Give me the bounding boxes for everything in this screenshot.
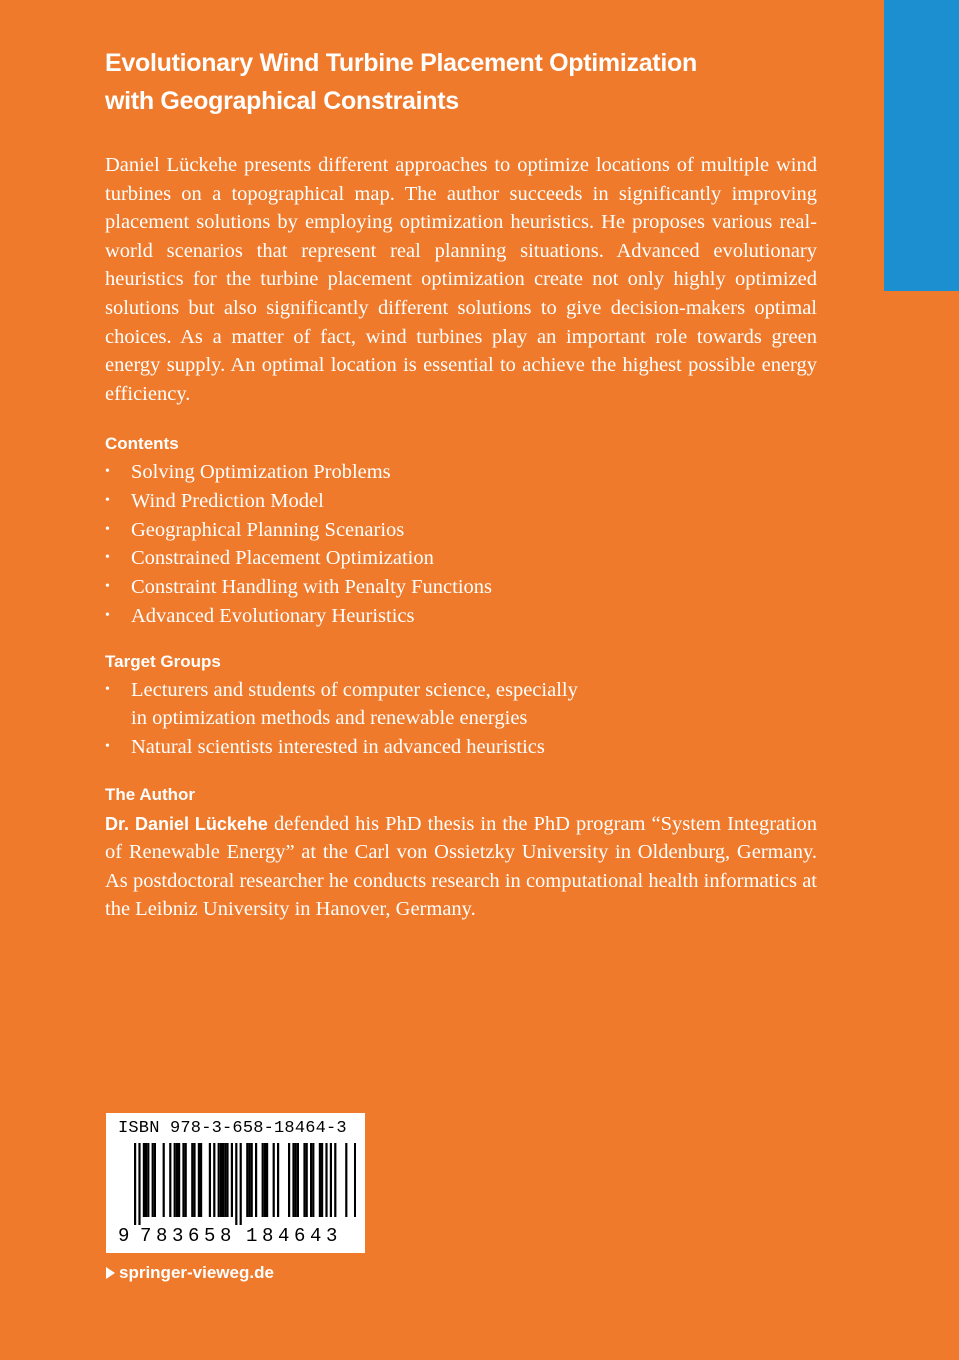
barcode-bar (169, 1143, 171, 1217)
barcode-bar (191, 1143, 193, 1217)
barcode-bar (295, 1143, 297, 1217)
barcode-bar (154, 1143, 156, 1217)
barcode-bar (310, 1143, 312, 1217)
barcode-digit: 3 (326, 1225, 338, 1247)
publisher-link-label: springer-vieweg.de (119, 1263, 274, 1282)
isbn-barcode (106, 1113, 365, 1253)
bullet-icon: • (105, 738, 110, 754)
accent-tab (884, 0, 959, 291)
barcode-bars (116, 1143, 356, 1225)
barcode-bar (321, 1143, 323, 1217)
contents-list (105, 458, 817, 630)
barcode-bar (262, 1143, 264, 1217)
barcode-digit: 6 (188, 1225, 200, 1247)
barcode-bar (248, 1143, 250, 1217)
barcode-digit: 8 (220, 1225, 232, 1247)
barcode-bar (292, 1143, 294, 1217)
list-item: • Lecturers and students of computer science, especially in optimization methods and renewable energies (105, 676, 817, 733)
back-cover-content (105, 44, 817, 945)
barcode-digit: 7 (140, 1225, 152, 1247)
contents-heading: Contents (105, 434, 179, 454)
title-line-2: with Geographical Constraints (105, 87, 459, 115)
barcode-bar (152, 1143, 154, 1217)
barcode-bar (277, 1143, 279, 1217)
barcode-bar (218, 1143, 220, 1217)
barcode-bar (273, 1143, 275, 1217)
barcode-bar (198, 1143, 200, 1217)
barcode-bar (334, 1143, 336, 1217)
barcode-bar (224, 1143, 226, 1217)
barcode-digit: 9 (118, 1225, 130, 1247)
barcode-bar (231, 1143, 233, 1217)
barcode-bar (143, 1143, 145, 1217)
list-item: • Constraint Handling with Penalty Functions (105, 573, 817, 602)
barcode-bar (145, 1143, 147, 1217)
barcode-digit: 6 (294, 1225, 306, 1247)
barcode-bar (200, 1143, 202, 1217)
barcode-bar (134, 1143, 136, 1225)
book-description: Daniel Lückehe presents different approaches to optimize locations of multiple wind turbines on a topographical map. The author succeeds in significantly improving placement solutions by employing optimization heuristics. He proposes various real-world scenarios that represent real planning situations. Advanced evolutionary heuristics for the turbine placement optimization create not only highly optimized solutions but also significantly different solutions to give decision-makers optimal choices. As a matter of fact, wind turbines play an important role towards green energy supply. An optimal location is essential to achieve the highest possible energy efficiency. (105, 154, 817, 405)
barcode-bar (303, 1143, 305, 1217)
barcode-bar (163, 1143, 165, 1217)
barcode-bar (185, 1143, 187, 1217)
publisher-link[interactable] (106, 1263, 274, 1283)
barcode-digit: 4 (278, 1225, 290, 1247)
barcode-bar (246, 1143, 248, 1217)
target-groups-list (105, 676, 817, 762)
barcode-bar (213, 1143, 215, 1217)
bullet-icon: • (105, 681, 110, 697)
barcode-bar (209, 1143, 211, 1217)
list-item: • Constrained Placement Optimization (105, 544, 817, 573)
title-line-1: Evolutionary Wind Turbine Placement Optimization (105, 49, 697, 77)
barcode-bar (297, 1143, 299, 1217)
barcode-bar (255, 1143, 257, 1217)
barcode-bar (306, 1143, 308, 1217)
bullet-icon: • (105, 464, 110, 480)
book-title (105, 44, 817, 120)
barcode-bar (240, 1143, 242, 1225)
barcode-bar (319, 1143, 321, 1217)
bullet-icon: • (105, 579, 110, 595)
bullet-icon: • (105, 493, 110, 509)
bullet-icon: • (105, 607, 110, 623)
barcode-bar (288, 1143, 290, 1217)
barcode-bar (264, 1143, 266, 1217)
barcode-bar (178, 1143, 180, 1217)
barcode-digit: 8 (262, 1225, 274, 1247)
arrow-right-icon (106, 1267, 115, 1279)
barcode-bar (325, 1143, 327, 1217)
list-item: • Solving Optimization Problems (105, 458, 817, 487)
barcode-bar (193, 1143, 195, 1217)
barcode-bar (235, 1143, 237, 1225)
bullet-icon: • (105, 550, 110, 566)
barcode-bar (138, 1143, 140, 1225)
barcode-digit: 1 (246, 1225, 258, 1247)
barcode-bar (176, 1143, 178, 1217)
barcode-digit: 5 (204, 1225, 216, 1247)
barcode-bar (312, 1143, 314, 1217)
barcode-bar (330, 1143, 332, 1217)
list-item: • Natural scientists interested in advanced heuristics (105, 733, 817, 762)
barcode-bar (174, 1143, 176, 1217)
barcode-bar (182, 1143, 184, 1217)
barcode-bar (226, 1143, 228, 1217)
author-heading: The Author (105, 784, 196, 804)
barcode-digit: 4 (310, 1225, 322, 1247)
barcode-digit: 8 (156, 1225, 168, 1247)
barcode-bar (220, 1143, 222, 1217)
barcode-bar (147, 1143, 149, 1217)
list-item: • Wind Prediction Model (105, 487, 817, 516)
barcode-digit: 3 (172, 1225, 184, 1247)
author-bio-text: defended his PhD thesis in the PhD program “System Integration of Renewable Energy” at the Carl von Ossietzky University in Oldenburg, Germany. As postdoctoral researcher he conducts research in computational health informatics at the Leibniz University in Hanover, Germany. (105, 812, 818, 921)
list-item: • Geographical Planning Scenarios (105, 516, 817, 545)
barcode-bar (354, 1143, 356, 1217)
list-item: • Advanced Evolutionary Heuristics (105, 602, 817, 631)
barcode-bar (345, 1143, 347, 1217)
barcode-bar (222, 1143, 224, 1217)
author-bio (105, 810, 817, 924)
bullet-icon: • (105, 521, 110, 537)
barcode-bar (251, 1143, 253, 1217)
isbn-label: ISBN 978-3-658-18464-3 (118, 1119, 347, 1138)
author-name: Dr. Daniel Lückehe (105, 813, 268, 834)
barcode-bar (266, 1143, 268, 1217)
target-groups-heading: Target Groups (105, 651, 221, 671)
